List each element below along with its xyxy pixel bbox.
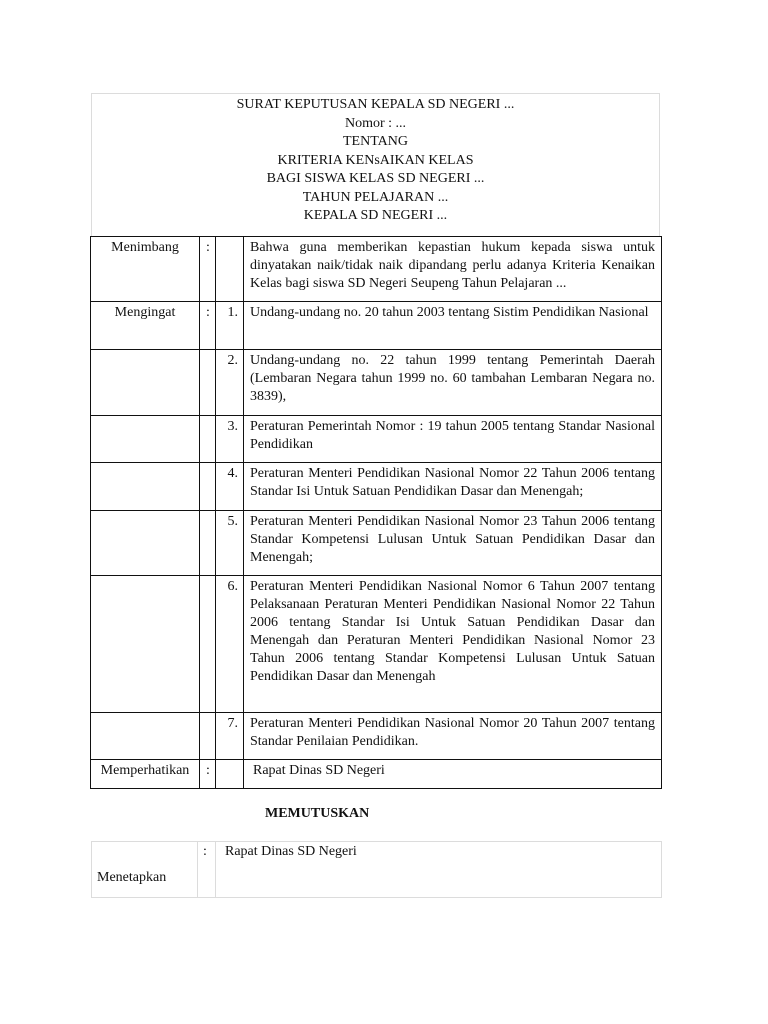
header-year: TAHUN PELAJARAN ...	[302, 189, 449, 205]
table-row	[91, 463, 662, 511]
empty-cell	[200, 350, 216, 416]
table-row	[91, 350, 662, 416]
memperhatikan-text: Rapat Dinas SD Negeri	[244, 760, 662, 789]
considerations-table	[90, 236, 662, 789]
item-number: 4.	[216, 463, 244, 511]
mengingat-item-text: Peraturan Menteri Pendidikan Nasional Nomor 6 Tahun 2007 tentang Pelaksanaan Peraturan Menteri Pendidikan Nasional Nomor 22 Tahun 2006 tentang Standar Isi Untuk Satuan Pendidikan Dasar dan Menengah dan Peraturan Menteri Pendidikan Nasional Nomor 23 Tahun 2006 tentang Standar Kompetensi Lulusan Untuk Satuan Pendidikan Dasar dan Menengah	[244, 576, 662, 713]
empty-cell	[200, 713, 216, 760]
mengingat-item-text: Undang-undang no. 22 tahun 1999 tentang Pemerintah Daerah (Lembaran Negara tahun 1999 no. 60 tambahan Lembaran Negara no. 3839),	[244, 350, 662, 416]
table-row	[91, 237, 662, 302]
item-number: 6.	[216, 576, 244, 713]
empty-cell	[91, 511, 200, 576]
item-number: 1.	[216, 302, 244, 350]
colon: :	[200, 760, 216, 789]
header-principal: KEPALA SD NEGERI ...	[303, 208, 448, 223]
decision-table	[91, 841, 662, 898]
empty-cell	[200, 463, 216, 511]
empty-cell	[216, 237, 244, 302]
empty-cell	[200, 416, 216, 463]
mengingat-label: Mengingat	[91, 302, 200, 350]
mengingat-item-text: Peraturan Menteri Pendidikan Nasional Nomor 23 Tahun 2006 tentang Standar Kompetensi Lulusan Untuk Satuan Pendidikan Dasar dan Menengah;	[244, 511, 662, 576]
table-row	[91, 760, 662, 789]
mengingat-item-text: Peraturan Menteri Pendidikan Nasional Nomor 22 Tahun 2006 tentang Standar Isi Untuk Satuan Pendidikan Dasar dan Menengah;	[244, 463, 662, 511]
menetapkan-text: Rapat Dinas SD Negeri	[216, 842, 662, 898]
item-number: 3.	[216, 416, 244, 463]
mengingat-item-text: Peraturan Pemerintah Nomor : 19 tahun 2005 tentang Standar Nasional Pendidikan	[244, 416, 662, 463]
empty-cell	[91, 713, 200, 760]
header-lines	[92, 96, 659, 226]
header-subject: KRITERIA KENsAIKAN KELAS	[277, 152, 474, 168]
colon: :	[200, 237, 216, 302]
header-number: Nomor : ...	[344, 115, 407, 131]
empty-cell	[91, 416, 200, 463]
table-row	[92, 842, 662, 898]
mengingat-item-text: Peraturan Menteri Pendidikan Nasional Nomor 20 Tahun 2007 tentang Standar Penilaian Pendidikan.	[244, 713, 662, 760]
empty-cell	[91, 463, 200, 511]
empty-cell	[200, 511, 216, 576]
header-tentang: TENTANG	[343, 134, 408, 149]
menimbang-text: Bahwa guna memberikan kepastian hukum kepada siswa untuk dinyatakan naik/tidak naik dipandang perlu adanya Kriteria Kenaikan Kelas bagi siswa SD Negeri Seupeng Tahun Pelajaran ...	[244, 237, 662, 302]
table-row	[91, 302, 662, 350]
empty-cell	[91, 350, 200, 416]
letter-header	[91, 93, 660, 236]
colon: :	[200, 302, 216, 350]
menetapkan-label: Menetapkan	[92, 842, 198, 898]
section-heading: MEMUTUSKAN	[265, 806, 370, 821]
table-row	[91, 576, 662, 713]
header-target: BAGI SISWA KELAS SD NEGERI ...	[266, 171, 485, 186]
colon: :	[198, 842, 216, 898]
header-title: SURAT KEPUTUSAN KEPALA SD NEGERI ...	[236, 97, 515, 112]
item-number: 7.	[216, 713, 244, 760]
item-number: 5.	[216, 511, 244, 576]
item-number: 2.	[216, 350, 244, 416]
table-row	[91, 511, 662, 576]
empty-cell	[91, 576, 200, 713]
mengingat-item-text: Undang-undang no. 20 tahun 2003 tentang Sistim Pendidikan Nasional	[244, 302, 662, 350]
empty-cell	[216, 760, 244, 789]
empty-cell	[200, 576, 216, 713]
menimbang-label: Menimbang	[91, 237, 200, 302]
memperhatikan-label: Memperhatikan	[91, 760, 200, 789]
table-row	[91, 713, 662, 760]
table-row	[91, 416, 662, 463]
